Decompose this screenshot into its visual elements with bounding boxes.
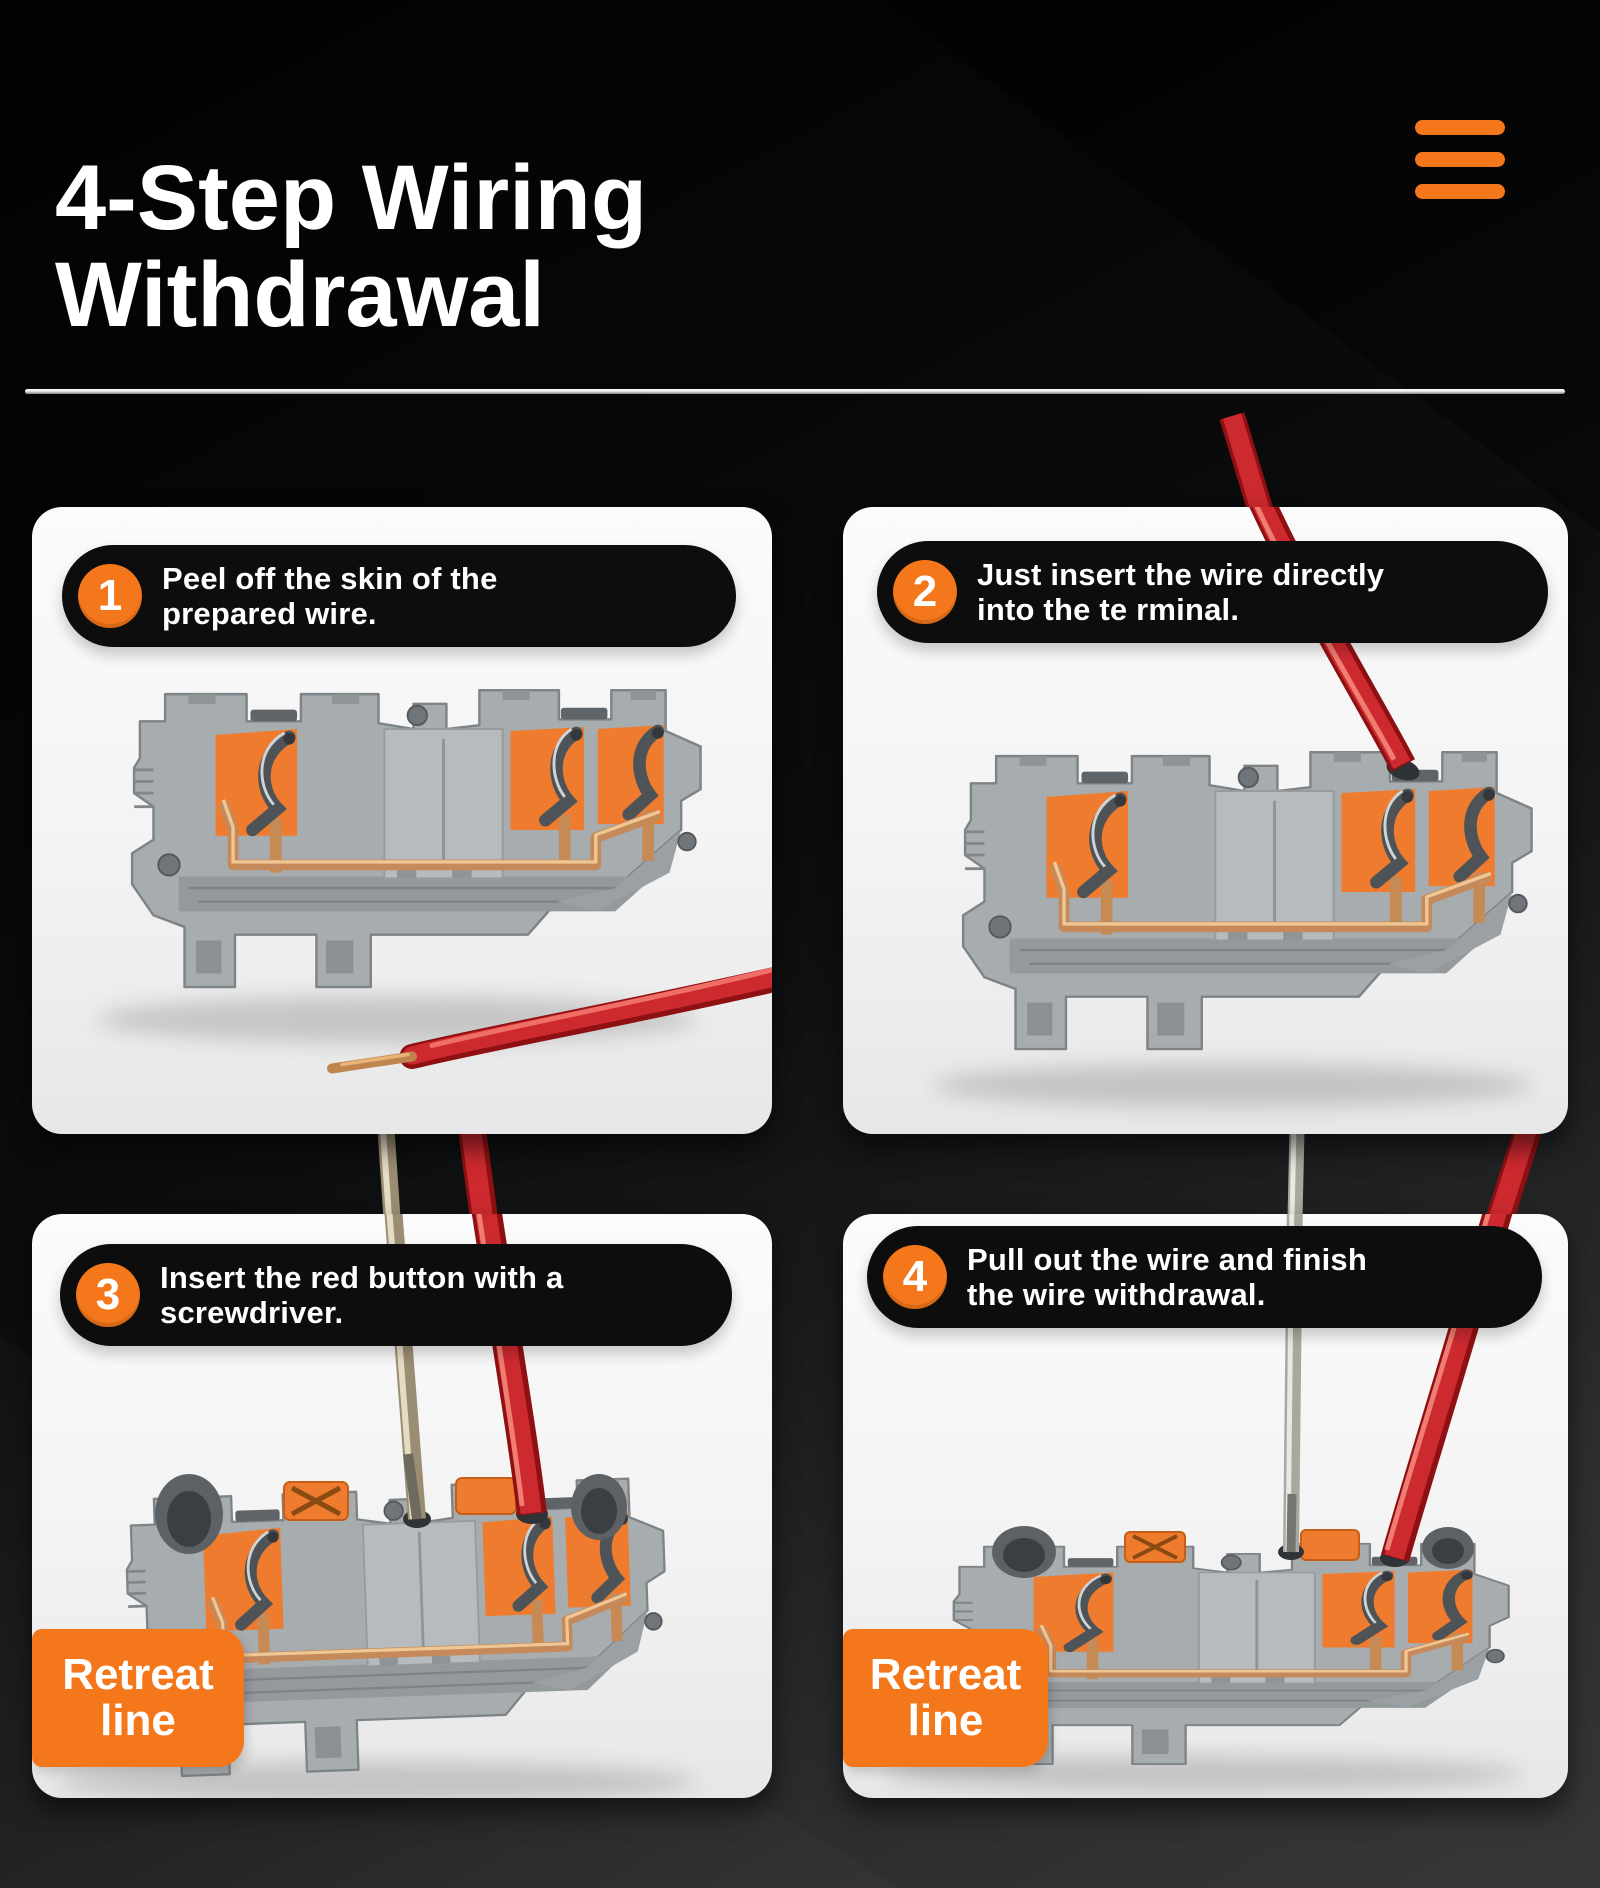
- hamburger-bar: [1415, 184, 1505, 199]
- screwdriver-above-panel-3: [383, 1130, 392, 1218]
- step-4-panel: [843, 1214, 1568, 1798]
- hamburger-bar: [1415, 152, 1505, 167]
- hamburger-bar: [1415, 120, 1505, 135]
- step-3-caption-line2: screwdriver.: [160, 1295, 344, 1330]
- step-3-number-badge: 3: [76, 1263, 140, 1327]
- retreat-line-text-1: Retreat: [869, 1649, 1022, 1699]
- red-wire-above-panel-4: [1499, 1130, 1528, 1218]
- step-2-caption-line2: into the te rminal.: [977, 592, 1240, 627]
- terminal-block-illustration: [132, 690, 700, 987]
- page-title-line1: 4-Step Wiring: [55, 146, 648, 249]
- step-1-panel: [32, 507, 772, 1134]
- step-3-caption-line1: Insert the red button with a: [160, 1259, 564, 1295]
- retreat-line-text-1: Retreat: [62, 1649, 214, 1699]
- step-2-panel: [843, 507, 1568, 1134]
- step-1-caption-line2: prepared wire.: [162, 596, 377, 631]
- step-3-panel: [32, 1214, 772, 1798]
- block-shadow: [933, 1064, 1533, 1108]
- terminal-block-illustration: [963, 752, 1531, 1049]
- step-4-caption-line1: Pull out the wire and finish: [967, 1241, 1368, 1277]
- copper-wire-tip: [332, 1055, 412, 1069]
- retreat-line-badge: [843, 1629, 1048, 1767]
- page-title-line2: Withdrawal: [55, 244, 545, 347]
- red-wire-above-panel-3: [471, 1130, 484, 1218]
- screwdriver-above-panel-4: [1292, 1130, 1297, 1218]
- title-divider: [25, 389, 1565, 394]
- red-wire-above-panel-2: [1232, 416, 1261, 512]
- step-2-number-badge: 2: [893, 560, 957, 624]
- step-1-caption-line1: Peel off the skin of the: [162, 560, 498, 596]
- retreat-line-badge: [32, 1629, 244, 1767]
- step-1-number-badge: 1: [78, 564, 142, 628]
- page-title: [55, 146, 648, 347]
- step-4-number-badge: 4: [883, 1245, 947, 1309]
- step-2-caption: [877, 541, 1548, 643]
- step-2-caption-line1: Just insert the wire directly: [977, 556, 1385, 592]
- step-4-caption-line2: the wire withdrawal.: [967, 1277, 1266, 1312]
- step-1-caption: [62, 545, 736, 647]
- block-shadow: [57, 1762, 697, 1798]
- retreat-line-text-2: line: [907, 1696, 984, 1745]
- hamburger-menu-icon[interactable]: [1415, 120, 1505, 199]
- step-3-caption: [60, 1244, 732, 1346]
- retreat-line-text-2: line: [100, 1696, 176, 1745]
- step-4-caption: [867, 1226, 1542, 1328]
